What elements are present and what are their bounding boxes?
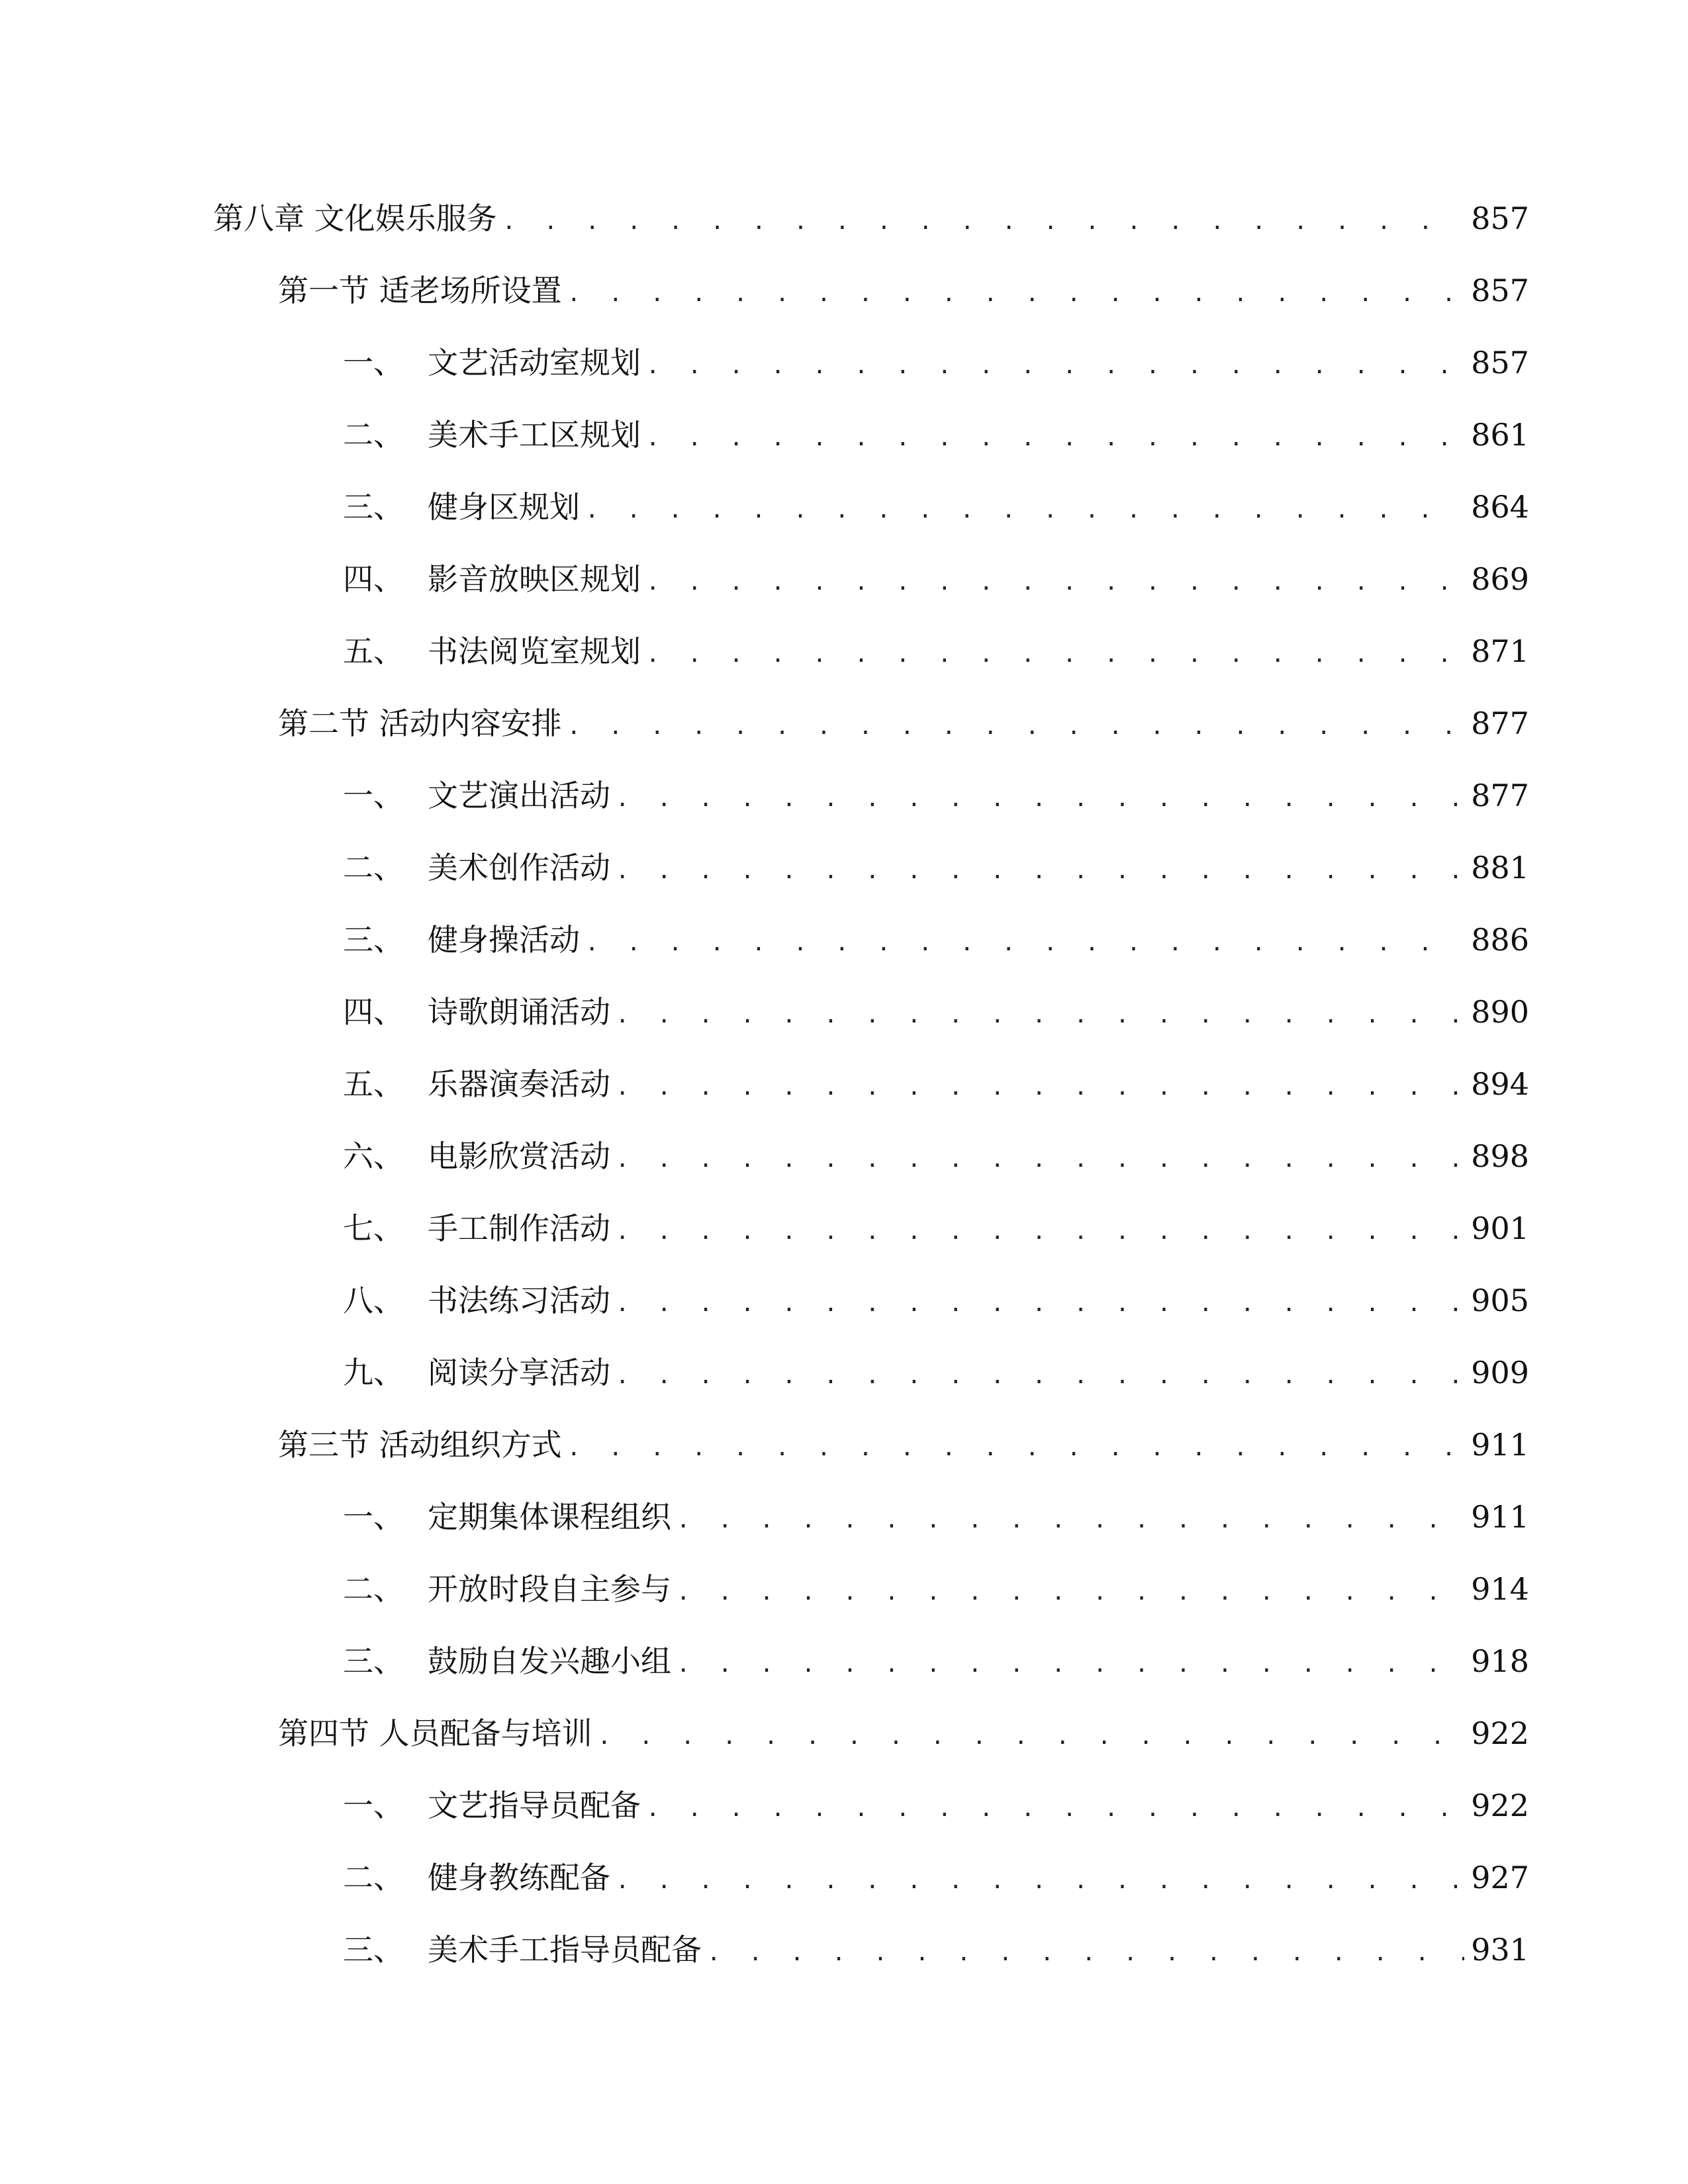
- toc-entry-number: 四、: [343, 994, 404, 1030]
- toc-entry-number: 六、: [343, 1138, 404, 1174]
- toc-entry-page-number: 911: [1471, 1427, 1529, 1463]
- toc-entry-page-number: 931: [1471, 1932, 1529, 1968]
- toc-entry-title: 文艺活动室规划: [428, 345, 641, 381]
- toc-entry-line: [343, 408, 1529, 461]
- dot-leader: [616, 1061, 1464, 1114]
- dot-leader: [616, 1349, 1464, 1402]
- toc-entry-line: [343, 1346, 1529, 1399]
- toc-entry-number: 八、: [343, 1283, 404, 1318]
- dot-leader: [646, 556, 1464, 609]
- dot-leader: [598, 1710, 1465, 1763]
- toc-entry-title: 鼓励自发兴趣小组: [428, 1643, 671, 1679]
- toc-subsection-entry[interactable]: [0, 1274, 1688, 1327]
- toc-entry-title: 书法练习活动: [428, 1283, 610, 1318]
- toc-entry-page-number: 877: [1471, 778, 1529, 813]
- toc-entry-title: 手工制作活动: [428, 1210, 610, 1246]
- toc-entry-number: 二、: [343, 417, 404, 453]
- toc-entry-line: [278, 697, 1529, 750]
- toc-subsection-entry[interactable]: [0, 336, 1688, 389]
- toc-subsection-entry[interactable]: [0, 1490, 1688, 1543]
- toc-section-entry[interactable]: [0, 1707, 1688, 1760]
- toc-entry-page-number: 857: [1471, 273, 1529, 308]
- toc-entry-title: 电影欣赏活动: [428, 1138, 610, 1174]
- toc-subsection-entry[interactable]: [0, 625, 1688, 678]
- toc-entry-number: 一、: [343, 1499, 404, 1535]
- toc-entry-line: [343, 1130, 1529, 1183]
- toc-entry-line: [343, 841, 1529, 894]
- dot-leader: [646, 1782, 1464, 1835]
- toc-entry-page-number: 911: [1471, 1499, 1529, 1535]
- dot-leader: [616, 772, 1464, 825]
- toc-subsection-entry[interactable]: [0, 1923, 1688, 1976]
- toc-entry-number: 三、: [343, 489, 404, 525]
- toc-entry-title: 健身教练配备: [428, 1860, 610, 1895]
- toc-entry-page-number: 886: [1471, 922, 1529, 958]
- toc-entry-title: 书法阅览室规划: [428, 633, 641, 669]
- toc-subsection-entry[interactable]: [0, 913, 1688, 966]
- toc-subsection-entry[interactable]: [0, 769, 1688, 822]
- dot-leader: [585, 484, 1464, 537]
- toc-entry-line: [343, 1490, 1529, 1543]
- toc-subsection-entry[interactable]: [0, 1346, 1688, 1399]
- toc-entry-title: 美术创作活动: [428, 850, 610, 886]
- toc-entry-line: [343, 1779, 1529, 1832]
- dot-leader: [677, 1494, 1464, 1547]
- toc-entry-line: [343, 480, 1529, 533]
- toc-entry-title: 文艺演出活动: [428, 778, 610, 813]
- dot-leader: [567, 267, 1465, 320]
- dot-leader: [567, 1422, 1465, 1475]
- dot-leader: [567, 700, 1465, 753]
- toc-entry-line: [278, 1418, 1529, 1471]
- toc-entry-title: 诗歌朗诵活动: [428, 994, 610, 1030]
- toc-entry-number: 四、: [343, 561, 404, 597]
- dot-leader: [707, 1927, 1464, 1979]
- toc-entry-line: [343, 1202, 1529, 1255]
- toc-entry-page-number: 898: [1471, 1138, 1529, 1174]
- toc-entry-title: 阅读分享活动: [428, 1355, 610, 1390]
- toc-section-entry[interactable]: [0, 697, 1688, 750]
- toc-entry-page-number: 901: [1471, 1210, 1529, 1246]
- dot-leader: [646, 628, 1464, 681]
- toc-subsection-entry[interactable]: [0, 1851, 1688, 1904]
- toc-entry-number: 九、: [343, 1355, 404, 1390]
- toc-entry-line: [343, 769, 1529, 822]
- toc-entry-line: [343, 553, 1529, 606]
- toc-entry-number: 三、: [343, 1932, 404, 1968]
- toc-entry-number: 七、: [343, 1210, 404, 1246]
- toc-entry-line: [343, 1274, 1529, 1327]
- toc-entry-page-number: 914: [1471, 1571, 1529, 1607]
- toc-subsection-entry[interactable]: [0, 408, 1688, 461]
- toc-entry-title: 第四节 人员配备与培训: [278, 1715, 592, 1751]
- toc-entry-title: 开放时段自主参与: [428, 1571, 671, 1607]
- toc-entry-page-number: 864: [1471, 489, 1529, 525]
- dot-leader: [616, 989, 1464, 1042]
- toc-entry-line: [343, 336, 1529, 389]
- toc-entry-title: 影音放映区规划: [428, 561, 641, 597]
- toc-entry-page-number: 918: [1471, 1643, 1529, 1679]
- toc-entry-line: [343, 1635, 1529, 1688]
- toc-entry-page-number: 869: [1471, 561, 1529, 597]
- dot-leader: [616, 1205, 1464, 1258]
- dot-leader: [502, 195, 1465, 248]
- toc-entry-page-number: 861: [1471, 417, 1529, 453]
- toc-entry-number: 二、: [343, 1571, 404, 1607]
- toc-entry-line: [343, 1563, 1529, 1615]
- dot-leader: [616, 1854, 1464, 1907]
- toc-entry-title: 健身区规划: [428, 489, 580, 525]
- toc-subsection-entry[interactable]: [0, 1130, 1688, 1183]
- toc-entry-line: [278, 264, 1529, 317]
- toc-entry-line: [343, 913, 1529, 966]
- toc-subsection-entry[interactable]: [0, 1635, 1688, 1688]
- toc-entry-page-number: 922: [1471, 1788, 1529, 1823]
- toc-entry-line: [343, 1851, 1529, 1904]
- toc-entry-title: 文艺指导员配备: [428, 1788, 641, 1823]
- toc-subsection-entry[interactable]: [0, 841, 1688, 894]
- dot-leader: [677, 1566, 1464, 1619]
- toc-entry-line: [278, 1707, 1529, 1760]
- toc-entry-title: 定期集体课程组织: [428, 1499, 671, 1535]
- dot-leader: [616, 1277, 1464, 1330]
- toc-entry-number: 二、: [343, 1860, 404, 1895]
- toc-entry-line: [343, 1923, 1529, 1976]
- toc-entry-line: [343, 1058, 1529, 1111]
- dot-leader: [646, 340, 1464, 392]
- toc-entry-line: [343, 985, 1529, 1038]
- toc-entry-number: 五、: [343, 1066, 404, 1102]
- dot-leader: [585, 917, 1464, 970]
- toc-entry-page-number: 890: [1471, 994, 1529, 1030]
- toc-entry-page-number: 877: [1471, 705, 1529, 741]
- toc-entry-page-number: 857: [1471, 201, 1529, 236]
- toc-entry-number: 二、: [343, 850, 404, 886]
- toc-subsection-entry[interactable]: [0, 985, 1688, 1038]
- toc-entry-page-number: 927: [1471, 1860, 1529, 1895]
- toc-section-entry[interactable]: [0, 264, 1688, 317]
- toc-entry-title: 乐器演奏活动: [428, 1066, 610, 1102]
- toc-entry-number: 一、: [343, 345, 404, 381]
- toc-entry-page-number: 894: [1471, 1066, 1529, 1102]
- toc-entry-number: 一、: [343, 1788, 404, 1823]
- toc-entry-page-number: 871: [1471, 633, 1529, 669]
- toc-entry-title: 第八章 文化娱乐服务: [213, 201, 497, 236]
- toc-entry-number: 一、: [343, 778, 404, 813]
- toc-entry-page-number: 922: [1471, 1715, 1529, 1751]
- toc-chapter-entry[interactable]: [0, 192, 1688, 245]
- toc-entry-number: 三、: [343, 922, 404, 958]
- toc-subsection-entry[interactable]: [0, 1058, 1688, 1111]
- toc-entry-title: 第三节 活动组织方式: [278, 1427, 562, 1463]
- toc-entry-page-number: 909: [1471, 1355, 1529, 1390]
- toc-entry-number: 三、: [343, 1643, 404, 1679]
- toc-entry-title: 第一节 适老场所设置: [278, 273, 562, 308]
- toc-subsection-entry[interactable]: [0, 1779, 1688, 1832]
- toc-section-entry[interactable]: [0, 1418, 1688, 1471]
- toc-entry-page-number: 857: [1471, 345, 1529, 381]
- toc-entry-line: [343, 625, 1529, 678]
- toc-entry-title: 美术手工区规划: [428, 417, 641, 453]
- dot-leader: [616, 844, 1464, 897]
- toc-subsection-entry[interactable]: [0, 480, 1688, 533]
- dot-leader: [677, 1638, 1464, 1691]
- toc-subsection-entry[interactable]: [0, 553, 1688, 606]
- toc-entry-line: [213, 192, 1529, 245]
- toc-subsection-entry[interactable]: [0, 1202, 1688, 1255]
- toc-entry-title: 美术手工指导员配备: [428, 1932, 702, 1968]
- toc-entry-title: 健身操活动: [428, 922, 580, 958]
- toc-entry-page-number: 881: [1471, 850, 1529, 886]
- toc-entry-page-number: 905: [1471, 1283, 1529, 1318]
- toc-entry-number: 五、: [343, 633, 404, 669]
- dot-leader: [646, 412, 1464, 465]
- toc-subsection-entry[interactable]: [0, 1563, 1688, 1615]
- dot-leader: [616, 1133, 1464, 1186]
- toc-entry-title: 第二节 活动内容安排: [278, 705, 562, 741]
